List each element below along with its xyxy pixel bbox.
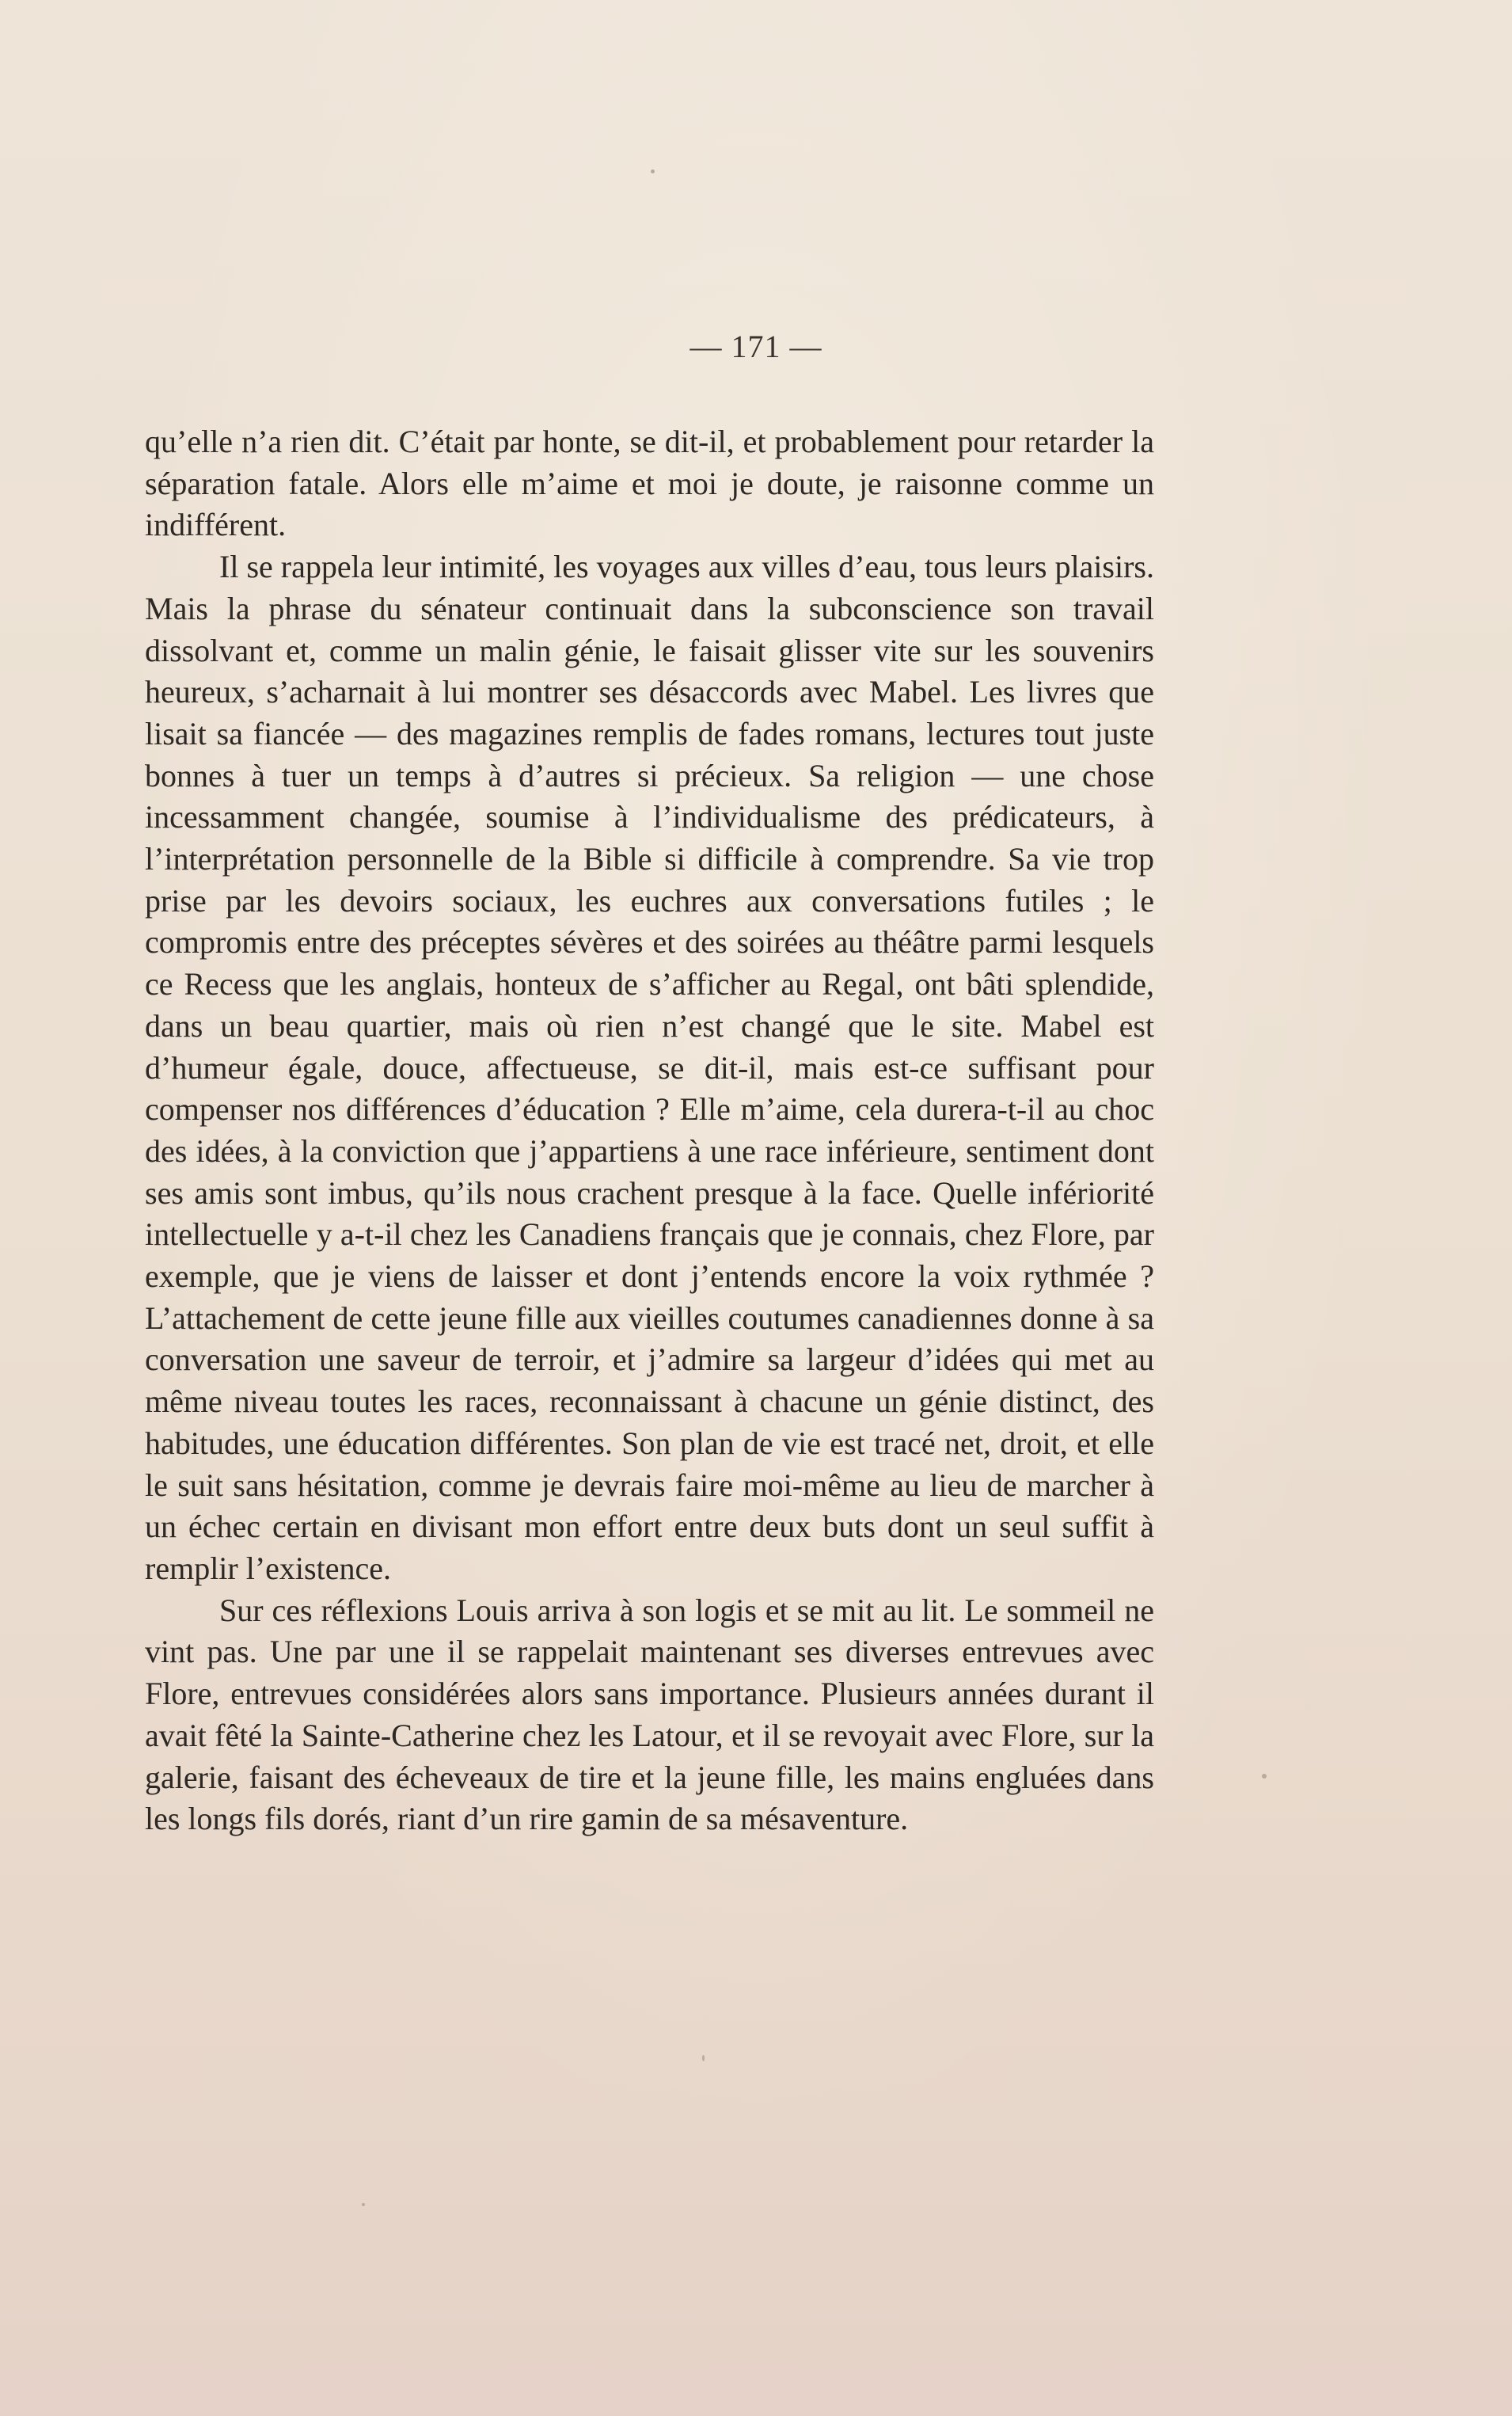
paragraph-2: Il se rappela leur intimité, les voyages aux villes d’eau, tous leurs plaisirs. Mais la phrase du sénateur continuait dans la subconscience son travail dissolvant et, comme un malin génie, le faisait glisser vite sur les souvenirs heureux, s’acharnait à lui montrer ses désaccords avec Mabel. Les livres que lisait sa fiancée — des magazines remplis de fades romans, lectures tout juste bonnes à tuer un temps à d’autres si précieux. Sa religion — une chose incessamment changée, soumise à l’individualisme des prédicateurs, à l’interprétation personnelle de la Bible si difficile à comprendre. Sa vie trop prise par les devoirs sociaux, les euchres aux conversations futiles ; le compromis entre des préceptes sévères et des soirées au théâtre parmi lesquels ce Recess que les anglais, honteux de s’afficher au Regal, ont bâti splendide, dans un beau quartier, mais où rien n’est changé que le site. Mabel est d’humeur égale, douce, affectueuse, se dit-il, mais est-ce suffisant pour compenser nos différences d’éducation ? Elle m’aime, cela durera-t-il au choc des idées, à la conviction que j’appartiens à une race inférieure, sentiment dont ses amis sont imbus, qu’ils nous crachent presque à la face. Quelle infériorité intellectuelle y a-t-il chez les Canadiens français que je connais, chez Flore, par exemple, que je viens de laisser et dont j’entends encore la voix rythmée ? L’attachement de cette jeune fille aux vieilles coutumes canadiennes donne à sa conversation une saveur de terroir, et j’admire sa largeur d’idées qui met au même niveau toutes les races, reconnaissant à chacune un génie distinct, des habitudes, une éducation différentes. Son plan de vie est tracé net, droit, et elle le suit sans hésitation, comme je devrais faire moi-même au lieu de marcher à un échec certain en divisant mon effort entre deux buts dont un seul suffit à remplir l’existence. <box>145 549 1154 1586</box>
paragraph-1: qu’elle n’a rien dit. C’était par honte, se dit-il, et probablement pour retarder la séparation fatale. Alors elle m’aime et moi je doute, je raisonne comme un indifférent. <box>145 424 1154 543</box>
paper-speck <box>1262 1774 1267 1779</box>
paper-speck <box>702 2055 705 2061</box>
paper-speck <box>651 169 655 173</box>
body-text <box>145 421 1154 1840</box>
paper-speck <box>362 2203 365 2206</box>
paragraph-3: Sur ces réflexions Louis arriva à son logis et se mit au lit. Le sommeil ne vint pas. Une par une il se rappelait maintenant ses diverses entrevues avec Flore, entrevues considérées alors sans importance. Plusieurs années durant il avait fêté la Sainte-Catherine chez les Latour, et il se revoyait avec Flore, sur la galerie, faisant des écheveaux de tire et la jeune fille, les mains engluées dans les longs fils dorés, riant d’un rire gamin de sa mésaventure. <box>145 1592 1154 1837</box>
page-number: — 171 — <box>690 329 822 364</box>
